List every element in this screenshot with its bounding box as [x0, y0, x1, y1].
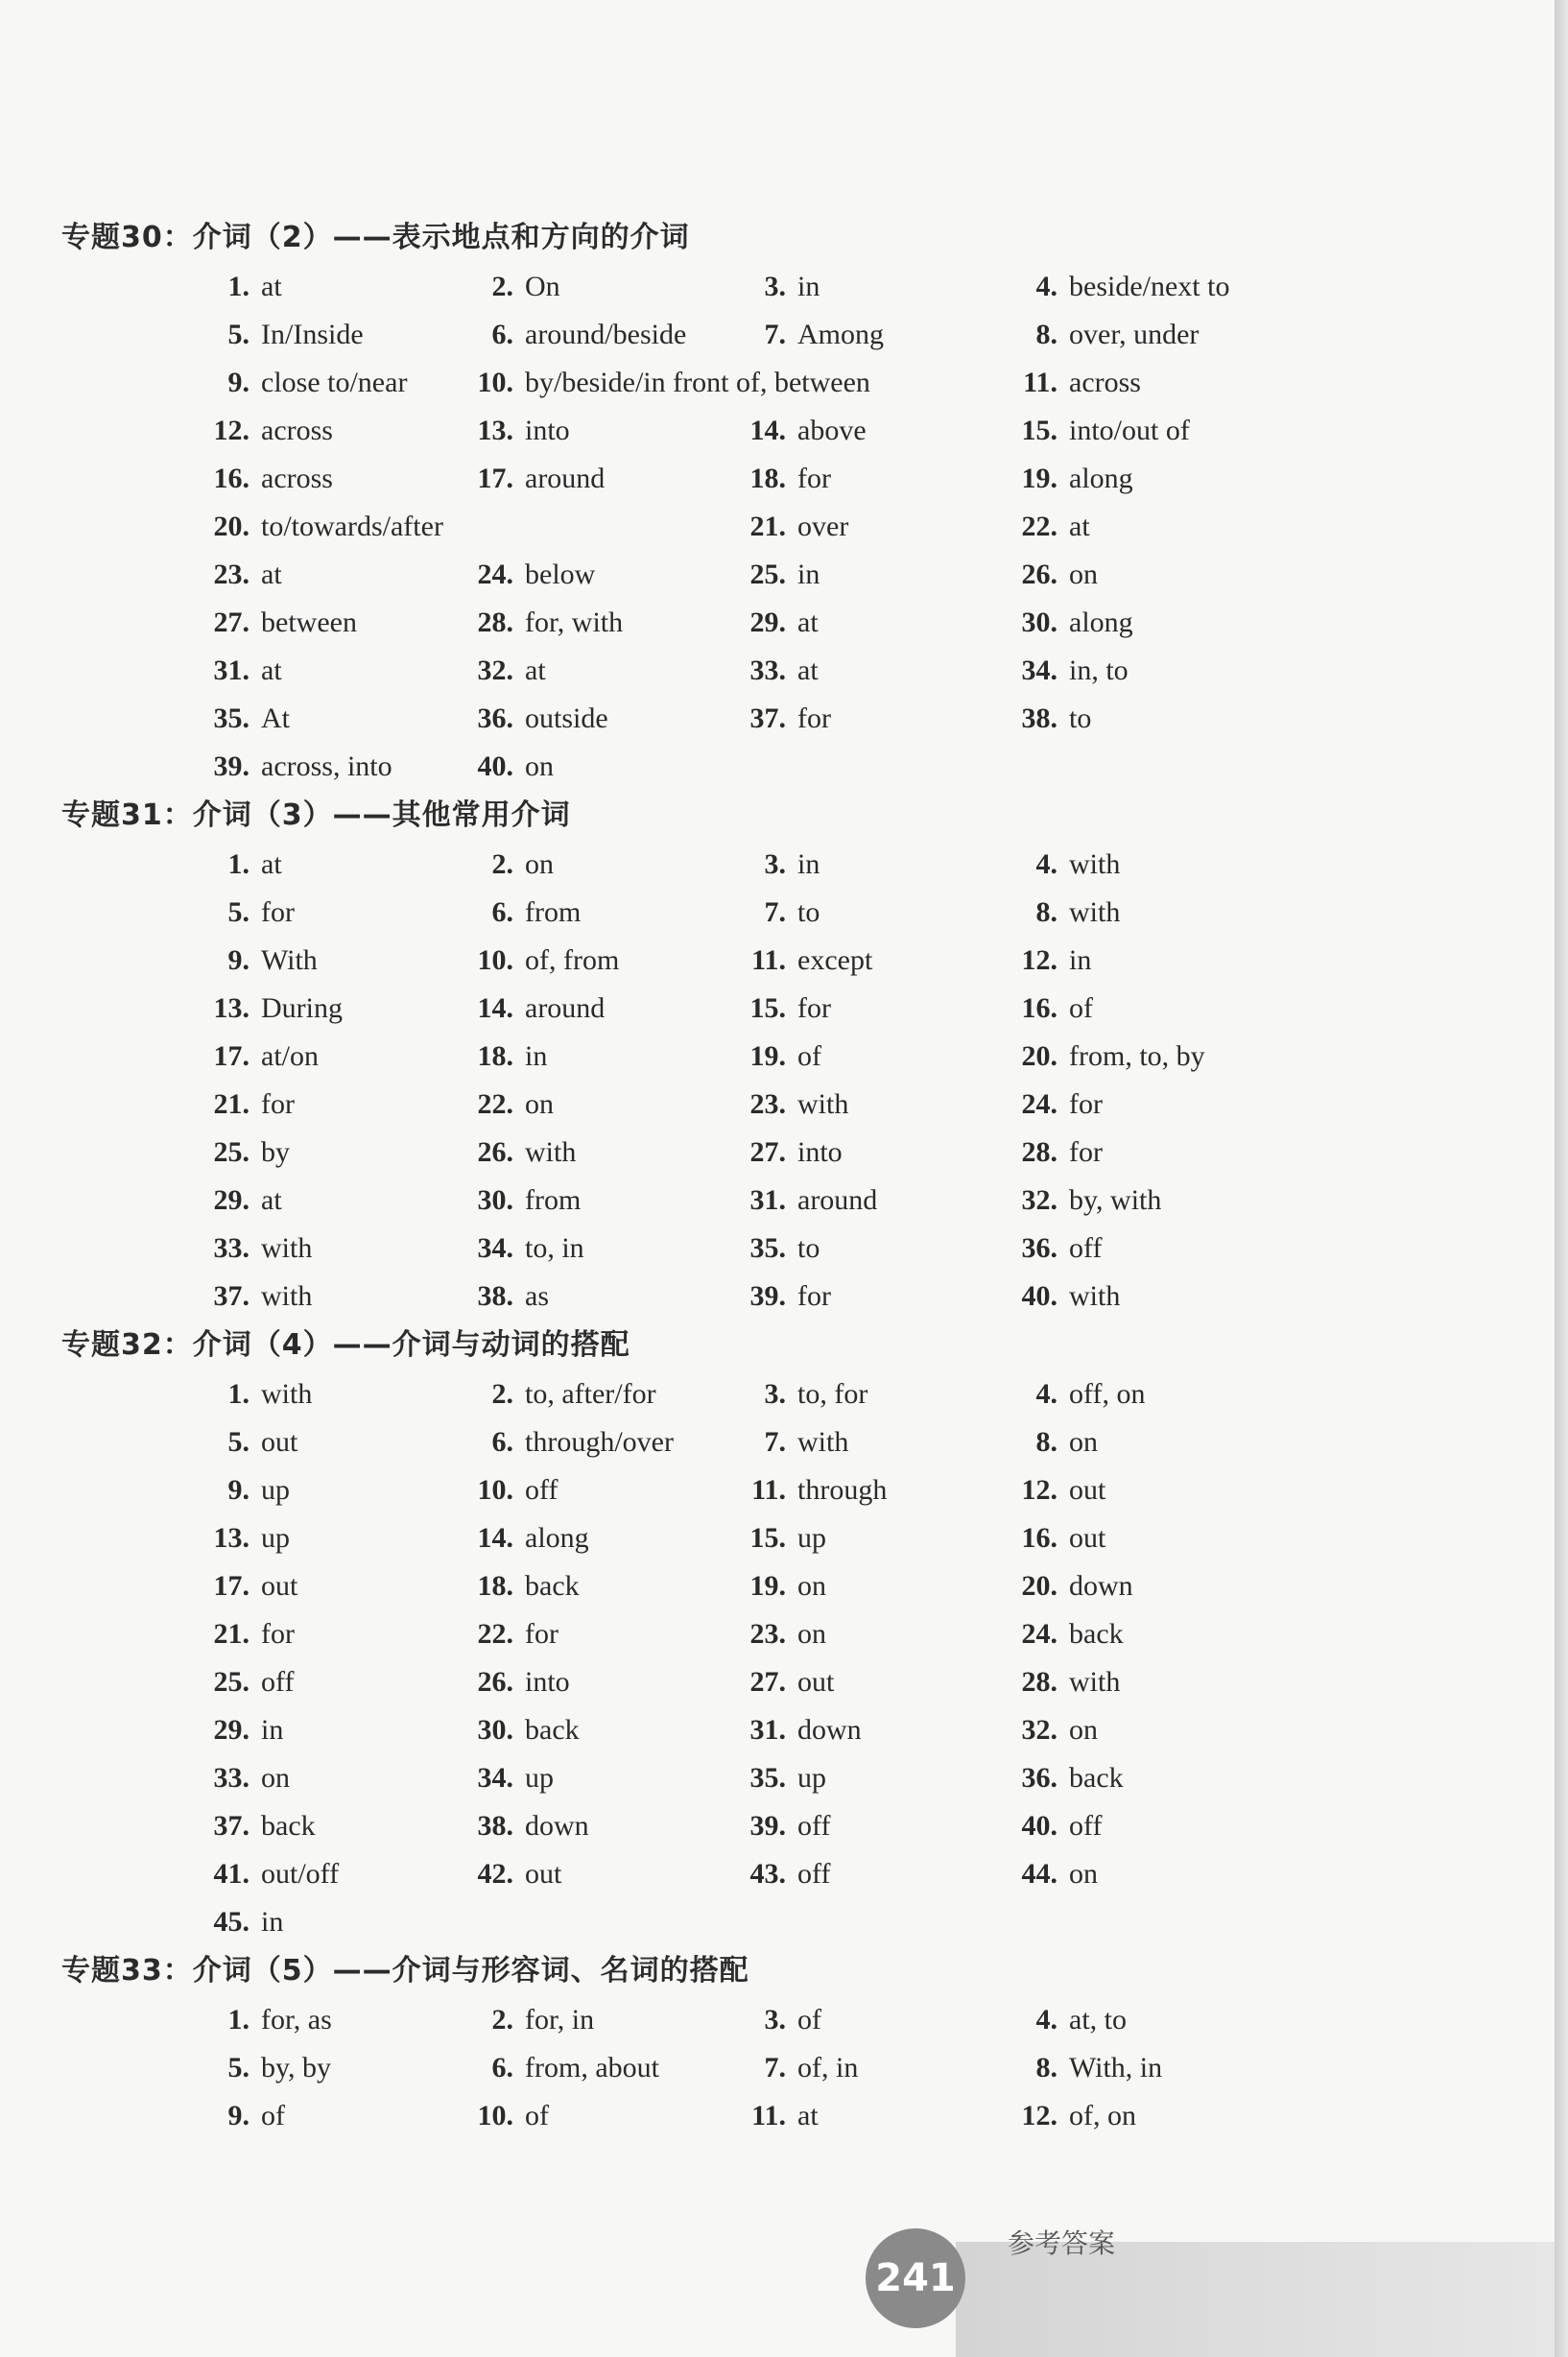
answer-item: 32. by, with: [1021, 1184, 1162, 1216]
answer-grid: [205, 263, 1482, 791]
footer-label: 参考答案: [1008, 2227, 1116, 2259]
answer-item: 40. with: [1021, 1280, 1121, 1312]
answer-item: 25. by: [213, 1136, 290, 1168]
answer-item: 21. over: [749, 511, 849, 542]
answer-item: 4. beside/next to: [1035, 271, 1230, 302]
answer-item: 23. on: [749, 1618, 826, 1650]
answer-item: 17. at/on: [213, 1040, 319, 1072]
answer-item: 6. through/over: [491, 1426, 674, 1458]
answer-item: 10. off: [477, 1474, 558, 1506]
answer-item: 14. around: [477, 992, 606, 1024]
answer-item: 2. for, in: [491, 2004, 595, 2036]
answer-item: 5. out: [227, 1426, 298, 1458]
answer-grid: [205, 841, 1482, 1321]
answer-item: 15. for: [749, 992, 831, 1024]
section-30: [61, 213, 1482, 791]
answer-item: 14. above: [749, 415, 867, 446]
answer-item: 45. in: [213, 1906, 284, 1938]
answer-item: 34. in, to: [1021, 655, 1128, 686]
answer-item: 16. of: [1021, 992, 1093, 1024]
answer-item: 37. with: [213, 1280, 313, 1312]
answer-item: 12. across: [213, 415, 333, 446]
answer-item: 11. across: [1023, 367, 1141, 398]
answer-item: 7. of, in: [764, 2052, 859, 2083]
answer-item: 44. on: [1021, 1858, 1098, 1890]
answer-item: 18. for: [749, 463, 831, 494]
answer-item: 41. out/off: [213, 1858, 340, 1890]
answer-item: 36. back: [1021, 1762, 1124, 1794]
answer-item: 20. to/towards/after: [213, 511, 443, 542]
answer-item: 21. for: [213, 1088, 295, 1120]
answer-item: 9. With: [227, 944, 318, 976]
answer-item: 1. for, as: [227, 2004, 332, 2036]
answer-item: 12. in: [1021, 944, 1092, 976]
answer-item: 14. along: [477, 1522, 589, 1554]
answer-item: 25. off: [213, 1666, 295, 1698]
answer-item: 6. from: [491, 896, 582, 928]
answer-item: 20. from, to, by: [1021, 1040, 1205, 1072]
answer-item: 40. off: [1021, 1810, 1103, 1842]
answer-item: 17. out: [213, 1570, 298, 1602]
answer-item: 13. up: [213, 1522, 290, 1554]
answer-item: 4. with: [1035, 848, 1121, 880]
answer-item: 27. into: [749, 1136, 843, 1168]
answer-item: 8. With, in: [1035, 2052, 1163, 2083]
answer-item: 33. at: [749, 655, 819, 686]
section-title: 专题31：介词（3）——其他常用介词: [61, 798, 571, 832]
answer-item: 3. in: [764, 271, 820, 302]
answer-item: 15. into/out of: [1021, 415, 1190, 446]
answer-item: 3. to, for: [764, 1378, 868, 1410]
answer-item: 17. around: [477, 463, 606, 494]
answer-item: 36. off: [1021, 1232, 1103, 1264]
answer-item: 7. with: [764, 1426, 849, 1458]
answer-item: 22. at: [1021, 511, 1090, 542]
answer-item: 20. down: [1021, 1570, 1133, 1602]
answer-item: 25. in: [749, 559, 820, 590]
answer-item: 26. with: [477, 1136, 577, 1168]
answer-item: 11. through: [751, 1474, 888, 1506]
answer-item: 15. up: [749, 1522, 826, 1554]
answer-item: 19. of: [749, 1040, 821, 1072]
answer-item: 12. out: [1021, 1474, 1106, 1506]
answer-item: 4. off, on: [1035, 1378, 1146, 1410]
answer-item: 19. along: [1021, 463, 1133, 494]
answer-item: 29. in: [213, 1714, 284, 1746]
section-33: [61, 1946, 1482, 2140]
answer-item: 28. for: [1021, 1136, 1103, 1168]
answer-item: 3. in: [764, 848, 820, 880]
answer-item: 28. for, with: [477, 607, 624, 638]
answer-item: 19. on: [749, 1570, 826, 1602]
answer-content: [61, 213, 1482, 2140]
answer-item: 29. at: [749, 607, 819, 638]
answer-item: 1. at: [227, 271, 282, 302]
answer-item: 27. between: [213, 607, 357, 638]
section-title: 专题32：介词（4）——介词与动词的搭配: [61, 1328, 630, 1362]
answer-item: 31. at: [213, 655, 282, 686]
answer-item: 36. outside: [477, 702, 608, 734]
answer-item: 16. across: [213, 463, 333, 494]
answer-item: 7. to: [764, 896, 820, 928]
answer-item: 30. along: [1021, 607, 1133, 638]
answer-item: 5. by, by: [227, 2052, 332, 2083]
page-number: 241: [866, 2228, 965, 2328]
answer-grid: [205, 1370, 1482, 1946]
answer-item: 27. out: [749, 1666, 835, 1698]
answer-item: 38. down: [477, 1810, 589, 1842]
answer-item: 12. of, on: [1021, 2100, 1136, 2131]
answer-item: 9. close to/near: [227, 367, 408, 398]
answer-item: 6. around/beside: [491, 319, 687, 350]
answer-item: 26. on: [1021, 559, 1098, 590]
answer-item: 37. back: [213, 1810, 316, 1842]
answer-item: 38. to: [1021, 702, 1092, 734]
answer-item: 31. around: [749, 1184, 878, 1216]
answer-item: 13. During: [213, 992, 343, 1024]
answer-item: 33. with: [213, 1232, 313, 1264]
answer-item: 42. out: [477, 1858, 562, 1890]
answer-item: 28. with: [1021, 1666, 1121, 1698]
answer-item: 39. for: [749, 1280, 831, 1312]
answer-item: 1. at: [227, 848, 282, 880]
answer-item: 33. on: [213, 1762, 290, 1794]
answer-item: 23. with: [749, 1088, 849, 1120]
answer-item: 43. off: [749, 1858, 831, 1890]
answer-item: 32. at: [477, 655, 546, 686]
answer-item: 35. to: [749, 1232, 820, 1264]
answer-item: 39. across, into: [213, 750, 392, 782]
answer-item: 7. Among: [764, 319, 884, 350]
section-31: [61, 791, 1482, 1321]
answer-item: 9. of: [227, 2100, 285, 2131]
answer-item: 22. for: [477, 1618, 558, 1650]
answer-item: 26. into: [477, 1666, 570, 1698]
page-footer: [860, 2225, 1555, 2357]
answer-item: 8. over, under: [1035, 319, 1200, 350]
answer-item: 40. on: [477, 750, 554, 782]
answer-item: 32. on: [1021, 1714, 1098, 1746]
section-title: 专题30：介词（2）——表示地点和方向的介词: [61, 221, 690, 254]
answer-item: 2. to, after/for: [491, 1378, 656, 1410]
answer-item: 38. as: [477, 1280, 549, 1312]
answer-item: 5. In/Inside: [227, 319, 364, 350]
answer-item: 21. for: [213, 1618, 295, 1650]
answer-item: 2. on: [491, 848, 554, 880]
answer-item: 2. On: [491, 271, 560, 302]
answer-item: 23. at: [213, 559, 282, 590]
answer-item: 8. with: [1035, 896, 1121, 928]
answer-item: 29. at: [213, 1184, 282, 1216]
answer-item: 31. down: [749, 1714, 862, 1746]
answer-item: 24. back: [1021, 1618, 1124, 1650]
answer-item: 9. up: [227, 1474, 290, 1506]
answer-item: 22. on: [477, 1088, 554, 1120]
answer-item: 30. back: [477, 1714, 580, 1746]
answer-item: 6. from, about: [491, 2052, 659, 2083]
answer-item: 30. from: [477, 1184, 582, 1216]
answer-item: 11. at: [751, 2100, 819, 2131]
answer-item: 39. off: [749, 1810, 831, 1842]
answer-item: 5. for: [227, 896, 295, 928]
answer-item: 24. for: [1021, 1088, 1103, 1120]
page-edge: [1555, 0, 1568, 2357]
answer-item: 34. up: [477, 1762, 554, 1794]
answer-item: 10. of, from: [477, 944, 620, 976]
answer-item: 35. At: [213, 702, 290, 734]
answer-item: 24. below: [477, 559, 596, 590]
answer-item: 37. for: [749, 702, 831, 734]
answer-item: 1. with: [227, 1378, 313, 1410]
answer-item: 16. out: [1021, 1522, 1106, 1554]
answer-item: 11. except: [751, 944, 873, 976]
answer-item: 18. in: [477, 1040, 548, 1072]
answer-item: 10. by/beside/in front of, between: [477, 367, 870, 398]
answer-item: 10. of: [477, 2100, 549, 2131]
answer-grid: [205, 1996, 1482, 2140]
answer-item: 34. to, in: [477, 1232, 584, 1264]
answer-item: 3. of: [764, 2004, 821, 2036]
section-32: [61, 1321, 1482, 1946]
answer-item: 13. into: [477, 415, 570, 446]
answer-item: 4. at, to: [1035, 2004, 1127, 2036]
section-title: 专题33：介词（5）——介词与形容词、名词的搭配: [61, 1954, 749, 1988]
answer-item: 35. up: [749, 1762, 826, 1794]
answer-item: 18. back: [477, 1570, 580, 1602]
answer-item: 8. on: [1035, 1426, 1098, 1458]
